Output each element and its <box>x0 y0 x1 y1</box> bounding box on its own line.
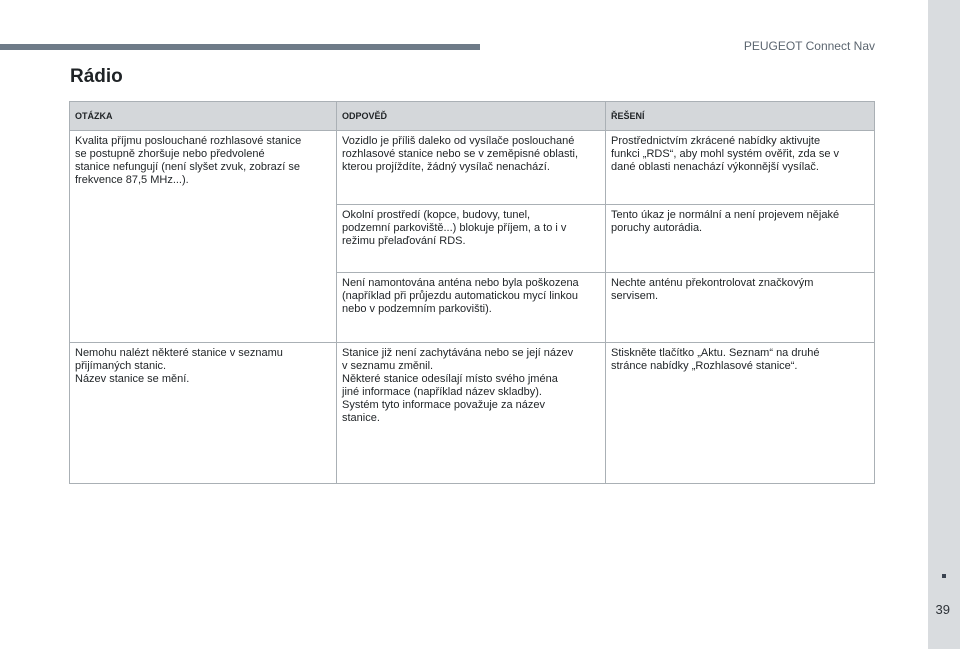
table-row <box>70 131 875 205</box>
answer-line: Stanice již není zachytávána nebo se její název <box>342 347 574 359</box>
solution-cell <box>606 131 875 205</box>
solution-cell <box>606 273 875 343</box>
answer-cell <box>337 131 606 205</box>
table-header-row <box>70 102 875 131</box>
question-line: se postupně zhoršuje nebo předvolené <box>75 148 265 160</box>
answer-line: nebo v podzemním parkovišti). <box>342 303 492 315</box>
question-line: stanice nefungují (není slyšet zvuk, zobrazí se <box>75 161 301 173</box>
answer-line: stanice. <box>342 412 380 424</box>
solution-line: Prostřednictvím zkrácené nabídky aktivujte <box>611 135 821 147</box>
solution-line: Nechte anténu překontrolovat značkovým <box>611 277 814 289</box>
page-marker-icon <box>942 574 946 578</box>
answer-line: režimu přelaďování RDS. <box>342 235 466 247</box>
solution-line: servisem. <box>611 290 659 302</box>
question-line: Nemohu nalézt některé stanice v seznamu <box>75 347 283 359</box>
answer-line: Systém tyto informace považuje za název <box>342 399 545 411</box>
page-number: 39 <box>935 602 950 617</box>
answer-line: (například při průjezdu automatickou mycí linkou <box>342 290 579 302</box>
solution-line: stránce nabídky „Rozhlasové stanice“. <box>611 360 798 372</box>
side-margin-strip <box>928 0 960 649</box>
solution-cell <box>606 205 875 273</box>
answer-line: Některé stanice odesílají místo svého jména <box>342 373 558 385</box>
solution-line: dané oblasti nenachází výkonnější vysílač. <box>611 161 819 173</box>
solution-line: poruchy autorádia. <box>611 222 703 234</box>
column-header-answer: ODPOVĚĎ <box>337 102 606 131</box>
answer-cell <box>337 205 606 273</box>
question-line: přijímaných stanic. <box>75 360 167 372</box>
solution-line: Tento úkaz je normální a není projevem nějaké <box>611 209 840 221</box>
answer-cell <box>337 273 606 343</box>
question-line: Název stanice se mění. <box>75 373 190 385</box>
answer-line: Vozidlo je příliš daleko od vysílače poslouchané <box>342 135 575 147</box>
answer-line: podzemní parkoviště...) blokuje příjem, a to i v <box>342 222 567 234</box>
answer-line: Není namontována anténa nebo byla poškozena <box>342 277 579 289</box>
question-cell <box>70 131 337 343</box>
answer-line: jiné informace (například název skladby). <box>342 386 542 398</box>
answer-cell <box>337 343 606 484</box>
answer-line: kterou projíždíte, žádný vysílač nenachází. <box>342 161 550 173</box>
table-row <box>70 343 875 484</box>
solution-line: funkci „RDS“, aby mohl systém ověřit, zda se v <box>611 148 840 160</box>
solution-cell <box>606 343 875 484</box>
brand-header: PEUGEOT Connect Nav <box>743 39 875 53</box>
section-title: Rádio <box>70 66 123 87</box>
question-line: frekvence 87,5 MHz...). <box>75 174 189 186</box>
answer-line: Okolní prostředí (kopce, budovy, tunel, <box>342 209 531 221</box>
faq-table <box>69 101 875 484</box>
answer-line: v seznamu změnil. <box>342 360 434 372</box>
column-header-solution: ŘEŠENÍ <box>606 102 875 131</box>
question-line: Kvalita příjmu poslouchané rozhlasové stanice <box>75 135 302 147</box>
solution-line: Stiskněte tlačítko „Aktu. Seznam“ na druhé <box>611 347 820 359</box>
header-accent-bar <box>0 44 480 50</box>
column-header-question: OTÁZKA <box>70 102 337 131</box>
answer-line: rozhlasové stanice nebo se v zeměpisné oblasti, <box>342 148 579 160</box>
question-cell <box>70 343 337 484</box>
